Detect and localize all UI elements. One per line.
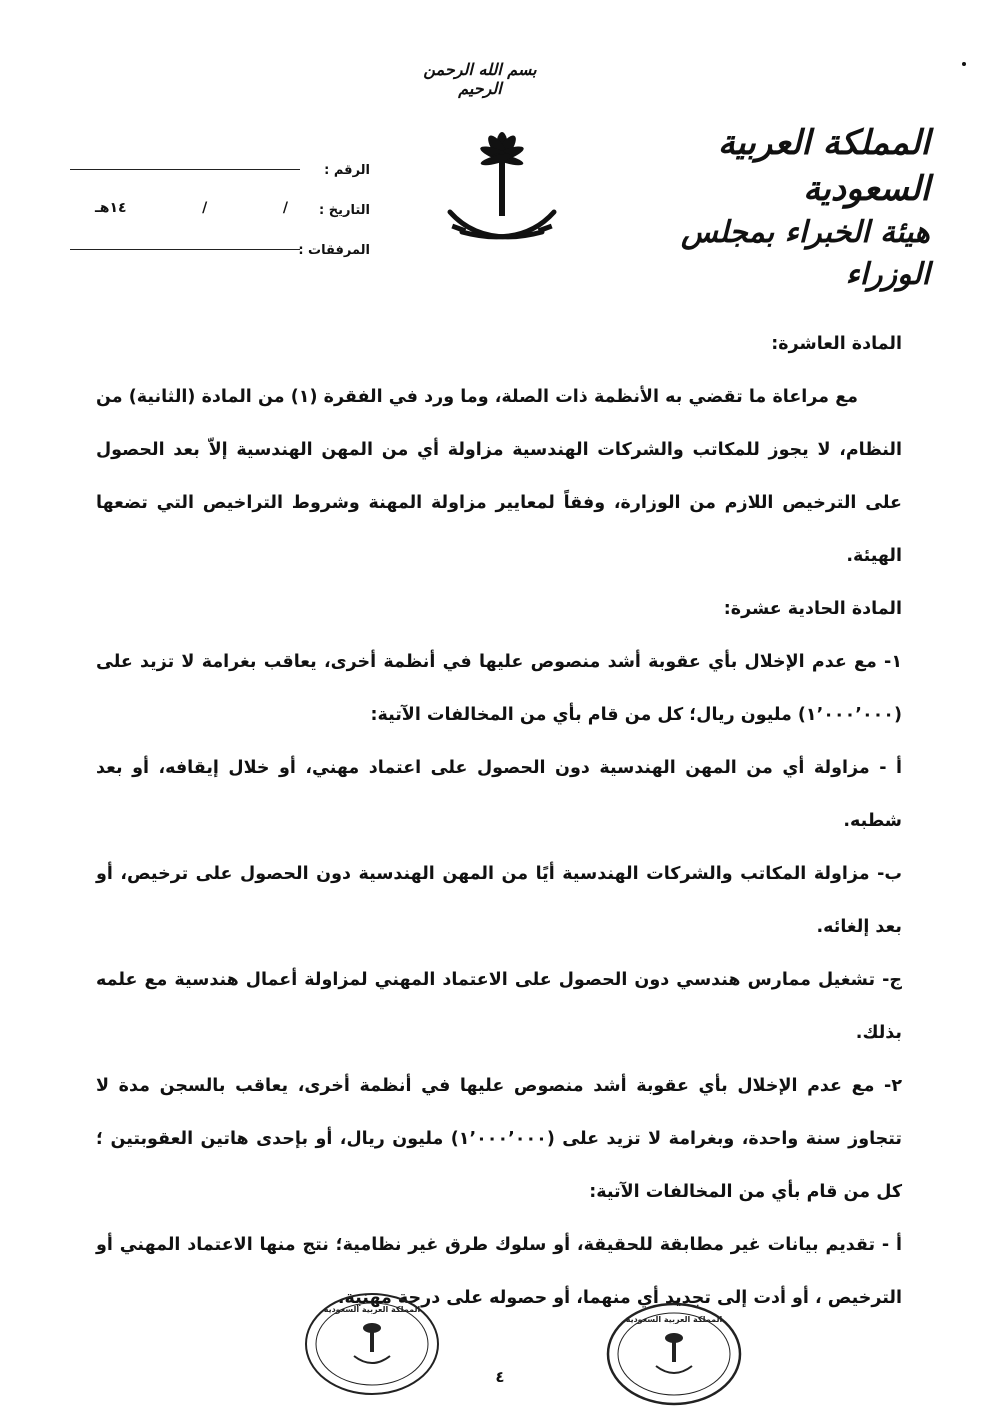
article-10-heading: المادة العاشرة:	[771, 334, 902, 354]
saudi-emblem-icon	[442, 120, 562, 260]
paragraph-2-a: أ - تقديم بيانات غير مطابقة للحقيقة، أو سلوك طرق غير نظامية؛ نتج منها الاعتماد المهني أو الترخيص ، أو أدت إلى تجديد أي منهما، أو حصوله على درجة مهنية.	[96, 1235, 902, 1308]
date-sep-1: /	[282, 200, 288, 216]
attachments-line	[70, 248, 300, 250]
ref-line	[70, 168, 300, 170]
paragraph-1-b: ب- مزاولة المكاتب والشركات الهندسية أيًا من المهن الهندسية دون الحصول على ترخيص، أو بعد إلغائه.	[96, 864, 902, 937]
date-value	[70, 200, 308, 218]
attachments-label: المرفقات :	[298, 243, 370, 258]
authority-name: هيئة الخبراء بمجلس الوزراء	[680, 215, 930, 292]
basmala: بسم الله الرحمن الرحيم	[423, 60, 537, 98]
paragraph-1-c: ج- تشغيل ممارس هندسي دون الحصول على الاعتماد المهني لمزاولة أعمال هندسية مع علمه بذلك.	[96, 970, 902, 1043]
paragraph-2: ٢- مع عدم الإخلال بأي عقوبة أشد منصوص عليها في أنظمة أخرى، يعاقب بالسجن مدة لا تتجاوز سنة واحدة، وبغرامة لا تزيد على (١٬٠٠٠٬٠٠٠) مليون ريال، أو بإحدى هاتين العقوبتين ؛ كل من قام بأي من المخالفات الآتية:	[96, 1076, 903, 1202]
kingdom-name: المملكة العربية السعودية	[717, 123, 930, 209]
letterhead-title	[630, 120, 930, 296]
attachments-row	[70, 218, 370, 258]
date-label: التاريخ :	[319, 203, 370, 218]
document-body	[96, 318, 902, 1325]
corner-mark	[962, 62, 966, 66]
paragraph-1: ١- مع عدم الإخلال بأي عقوبة أشد منصوص عليها في أنظمة أخرى، يعاقب بغرامة لا تزيد على (١٬٠٠٠٬٠٠٠) مليون ريال؛ كل من قام بأي من المخالفات الآتية:	[96, 652, 902, 725]
ref-row	[70, 138, 370, 178]
meta-fields	[70, 138, 370, 258]
article-10-text: مع مراعاة ما تقضي به الأنظمة ذات الصلة، وما ورد في الفقرة (١) من المادة (الثانية) من النظام، لا يجوز للمكاتب والشركات الهندسية مزاولة أي من المهن الهندسية إلاّ بعد الحصول على الترخيص اللازم من الوزارة، وفقاً لمعايير مزاولة المهنة وشروط التراخيص التي تضعها الهيئة.	[96, 387, 902, 566]
ref-label: الرقم :	[324, 163, 370, 178]
official-seal-right	[604, 1300, 744, 1408]
date-sep-2: /	[202, 200, 208, 216]
seal-right-text: المملكة العربية السعودية	[625, 1315, 723, 1324]
paragraph-1-a: أ - مزاولة أي من المهن الهندسية دون الحصول على اعتماد مهني، أو خلال إيقافه، أو بعد شطبه.	[96, 758, 902, 831]
page-number: ٤	[495, 1368, 505, 1386]
date-suffix: ١٤هـ	[95, 200, 127, 216]
article-11-heading: المادة الحادية عشرة:	[723, 599, 902, 619]
seal-left-text: المملكة العربية السعودية	[323, 1305, 421, 1314]
date-row	[70, 178, 370, 218]
